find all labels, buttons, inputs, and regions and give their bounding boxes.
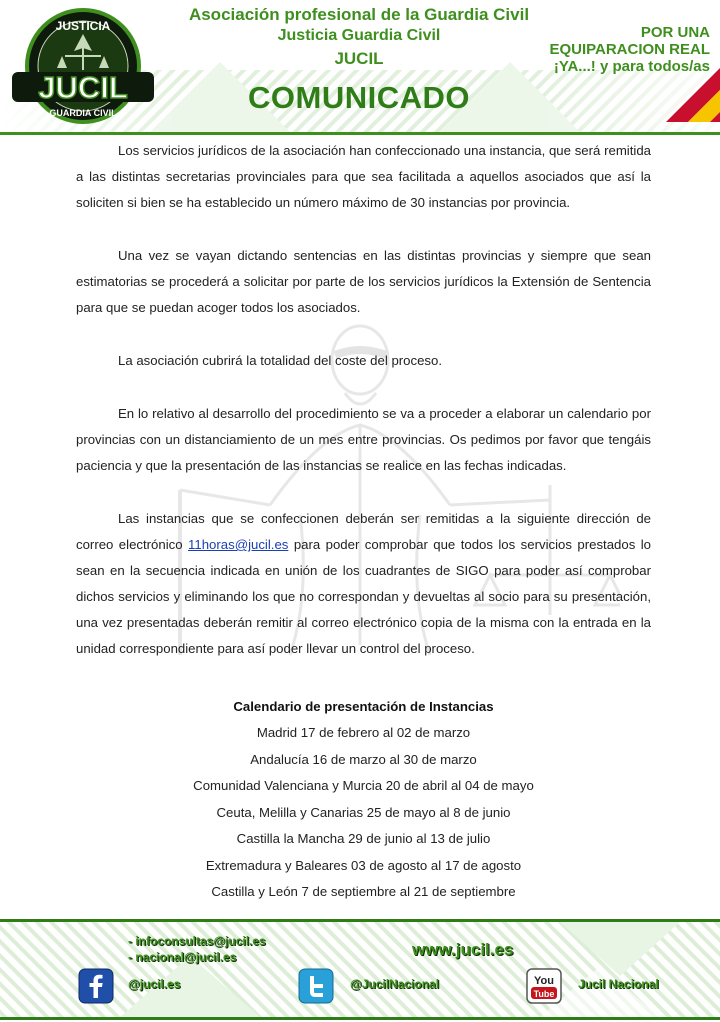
youtube-channel[interactable]: Jucil Nacional <box>578 977 659 991</box>
website-link[interactable]: www.jucil.es <box>412 940 514 959</box>
footer-divider-top <box>0 919 720 922</box>
footer <box>0 916 720 1022</box>
slogan <box>522 24 720 75</box>
calendar-row: Extremadura y Baleares 03 de agosto al 17 de agosto <box>205 857 522 873</box>
header-divider <box>0 132 720 135</box>
paragraph-text: para poder comprobar que todos los servicios prestados lo sean en la secuencia indicada en unión de los cuadrantes de SIGO para poder así comprobar dichos servicios y eliminando los que no correspondan y devueltas al socio para su presentación, una vez presentadas deberán remitir al correo electrónico copia de la misma con la entrada en la unidad correspondiente para así poder llevar un control del proceso. <box>76 537 651 656</box>
slogan-line2: EQUIPARACION REAL <box>549 41 710 58</box>
svg-text:GUARDIA CIVIL: GUARDIA CIVIL <box>49 108 117 118</box>
twitter-handle[interactable]: @JucilNacional <box>350 977 440 991</box>
letterhead <box>0 0 720 138</box>
submission-calendar <box>76 694 651 906</box>
youtube-icon[interactable] <box>526 968 562 1004</box>
calendar-row: Castilla y León 7 de septiembre al 21 de septiembre <box>211 884 516 899</box>
slogan-line3: ¡YA...! y para todos/as <box>553 58 710 75</box>
calendar-title: Calendario de presentación de Instancias <box>233 699 494 714</box>
jucil-logo <box>10 6 156 130</box>
slogan-line1: POR UNA <box>640 24 710 41</box>
calendar-row: Madrid 17 de febrero al 02 de marzo <box>256 725 471 740</box>
svg-text:JUSTICIA: JUSTICIA <box>55 19 111 33</box>
paragraph: Una vez se vayan dictando sentencias en las distintas provincias y siempre que sean estimatorias se procederá a solicitar por parte de los servicios jurídicos la Extensión de Sentencia para que se puedan acoger todos los asociados. <box>76 248 651 315</box>
document-title: COMUNICADO <box>248 80 470 115</box>
svg-text:You: You <box>534 975 554 987</box>
svg-text:Tube: Tube <box>533 989 555 999</box>
paragraph-email <box>76 506 651 662</box>
svg-text:JUCIL: JUCIL <box>38 70 128 105</box>
email-link[interactable]: 11horas@jucil.es <box>188 537 289 552</box>
footer-divider-bottom <box>0 1017 720 1020</box>
paragraph: Los servicios jurídicos de la asociación han confeccionado una instancia, que será remitida a las distintas secretarias provinciales para que sea facilitada a aquellos asociados que así la soliciten si bien se ha establecido un número máximo de 30 instancias por provincia. <box>76 143 651 210</box>
facebook-icon[interactable] <box>78 968 114 1004</box>
contact-email-info[interactable]: - infoconsultas@jucil.es <box>128 934 266 948</box>
paragraph-text: Las instancias que se confeccionen deberán ser remitidas a la siguiente dirección de correo electrónico <box>76 511 651 552</box>
calendar-row: Ceuta, Melilla y Canarias 25 de mayo al 8 de junio <box>216 804 511 820</box>
twitter-icon[interactable] <box>298 968 334 1004</box>
contact-email-national[interactable]: - nacional@jucil.es <box>128 950 237 964</box>
org-name-line3: JUCIL <box>334 49 384 68</box>
calendar-row: Comunidad Valenciana y Murcia 20 de abril al 04 de mayo <box>193 778 534 793</box>
org-name-line2: Justicia Guardia Civil <box>277 27 441 44</box>
paragraph: La asociación cubrirá la totalidad del coste del proceso. <box>118 353 443 368</box>
org-name-line1: Asociación profesional de la Guardia Civil <box>188 5 530 24</box>
communique-body <box>76 138 651 689</box>
calendar-row: Castilla la Mancha 29 de junio al 13 de julio <box>236 831 491 846</box>
calendar-row: Andalucía 16 de marzo al 30 de marzo <box>250 751 477 767</box>
paragraph: En lo relativo al desarrollo del procedimiento se va a proceder a elaborar un calendario por provincias con un distanciamiento de un mes entre provincias. Os pedimos por favor que tengáis paciencia y que la presentación de las instancias se realice en las fechas indicadas. <box>76 406 651 473</box>
facebook-handle[interactable]: @jucil.es <box>128 977 181 991</box>
